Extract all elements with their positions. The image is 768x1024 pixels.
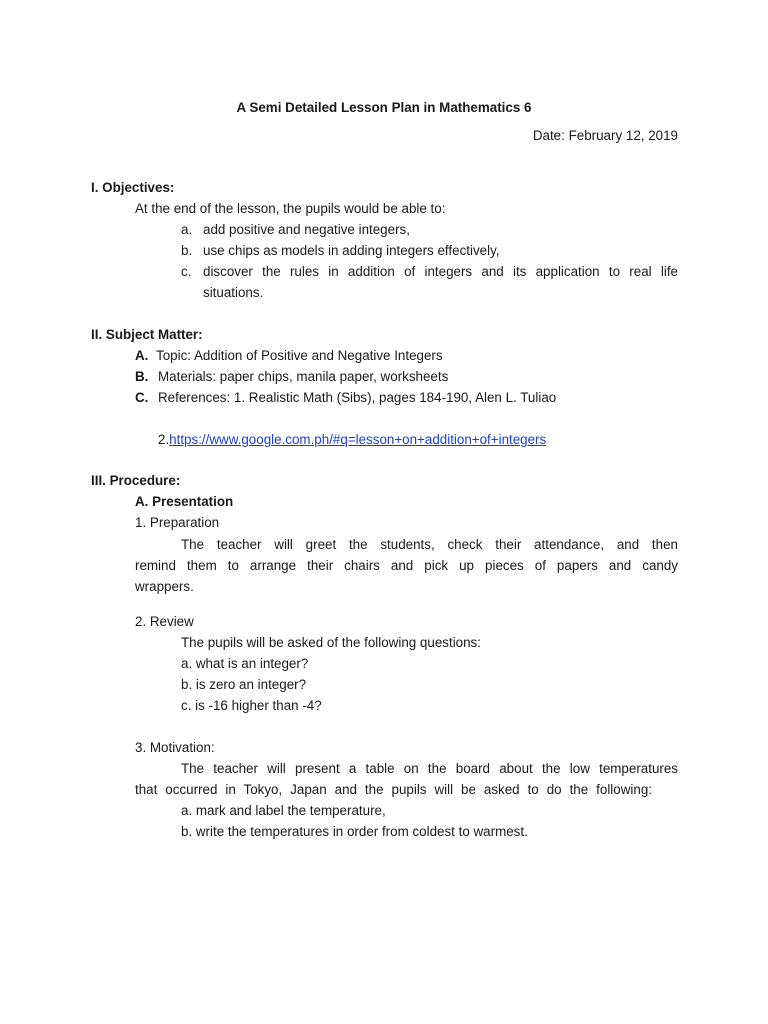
motivation-label: 3. Motivation: xyxy=(135,740,215,755)
review-question: a. what is an integer? xyxy=(181,656,309,671)
preparation-text: The teacher will greet the students, check their attendance, and then xyxy=(181,537,678,552)
lesson-date: Date: February 12, 2019 xyxy=(532,128,678,143)
preparation-text: wrappers. xyxy=(135,579,194,594)
document-title: A Semi Detailed Lesson Plan in Mathematics 6 xyxy=(236,100,532,115)
subject-references: References: 1. Realistic Math (Sibs), pages 184-190, Alen L. Tuliao xyxy=(158,390,557,405)
reference-link[interactable]: https://www.google.com.ph/#q=lesson+on+addition+of+integers xyxy=(169,432,547,447)
objective-item: use chips as models in adding integers effectively, xyxy=(203,243,500,258)
motivation-text: The teacher will present a table on the board about the low temperatures xyxy=(181,761,678,776)
review-question: b. is zero an integer? xyxy=(181,677,307,692)
subject-matter-heading: II. Subject Matter: xyxy=(91,327,203,342)
preparation-label: 1. Preparation xyxy=(135,515,220,530)
subject-topic: Topic: Addition of Positive and Negative Integers xyxy=(156,348,443,363)
objectives-intro: At the end of the lesson, the pupils would be able to: xyxy=(135,201,446,216)
preparation-text: remind them to arrange their chairs and pick up pieces of papers and candy xyxy=(135,558,678,573)
reference-2 xyxy=(158,432,546,448)
objective-marker: a. xyxy=(181,222,193,237)
objective-item: add positive and negative integers, xyxy=(203,222,410,237)
motivation-text: that occurred in Tokyo, Japan and the pupils will be asked to do the following: xyxy=(135,782,652,797)
review-label: 2. Review xyxy=(135,614,194,629)
motivation-task: b. write the temperatures in order from coldest to warmest. xyxy=(181,824,528,839)
procedure-heading: III. Procedure: xyxy=(91,473,181,488)
objective-item: discover the rules in addition of integers and its application to real life xyxy=(203,264,678,279)
motivation-task: a. mark and label the temperature, xyxy=(181,803,386,818)
subject-materials: Materials: paper chips, manila paper, worksheets xyxy=(158,369,449,384)
objective-marker: c. xyxy=(181,264,192,279)
review-question: c. is -16 higher than -4? xyxy=(181,698,322,713)
subject-marker: B. xyxy=(135,369,149,384)
subject-marker: C. xyxy=(135,390,149,405)
presentation-heading: A. Presentation xyxy=(135,494,234,509)
objective-item-continuation: situations. xyxy=(203,285,264,300)
objectives-heading: I. Objectives: xyxy=(91,180,175,195)
objective-marker: b. xyxy=(181,243,193,258)
review-intro: The pupils will be asked of the following questions: xyxy=(181,635,481,650)
reference-2-prefix: 2. xyxy=(158,432,170,447)
subject-marker: A. xyxy=(135,348,149,363)
